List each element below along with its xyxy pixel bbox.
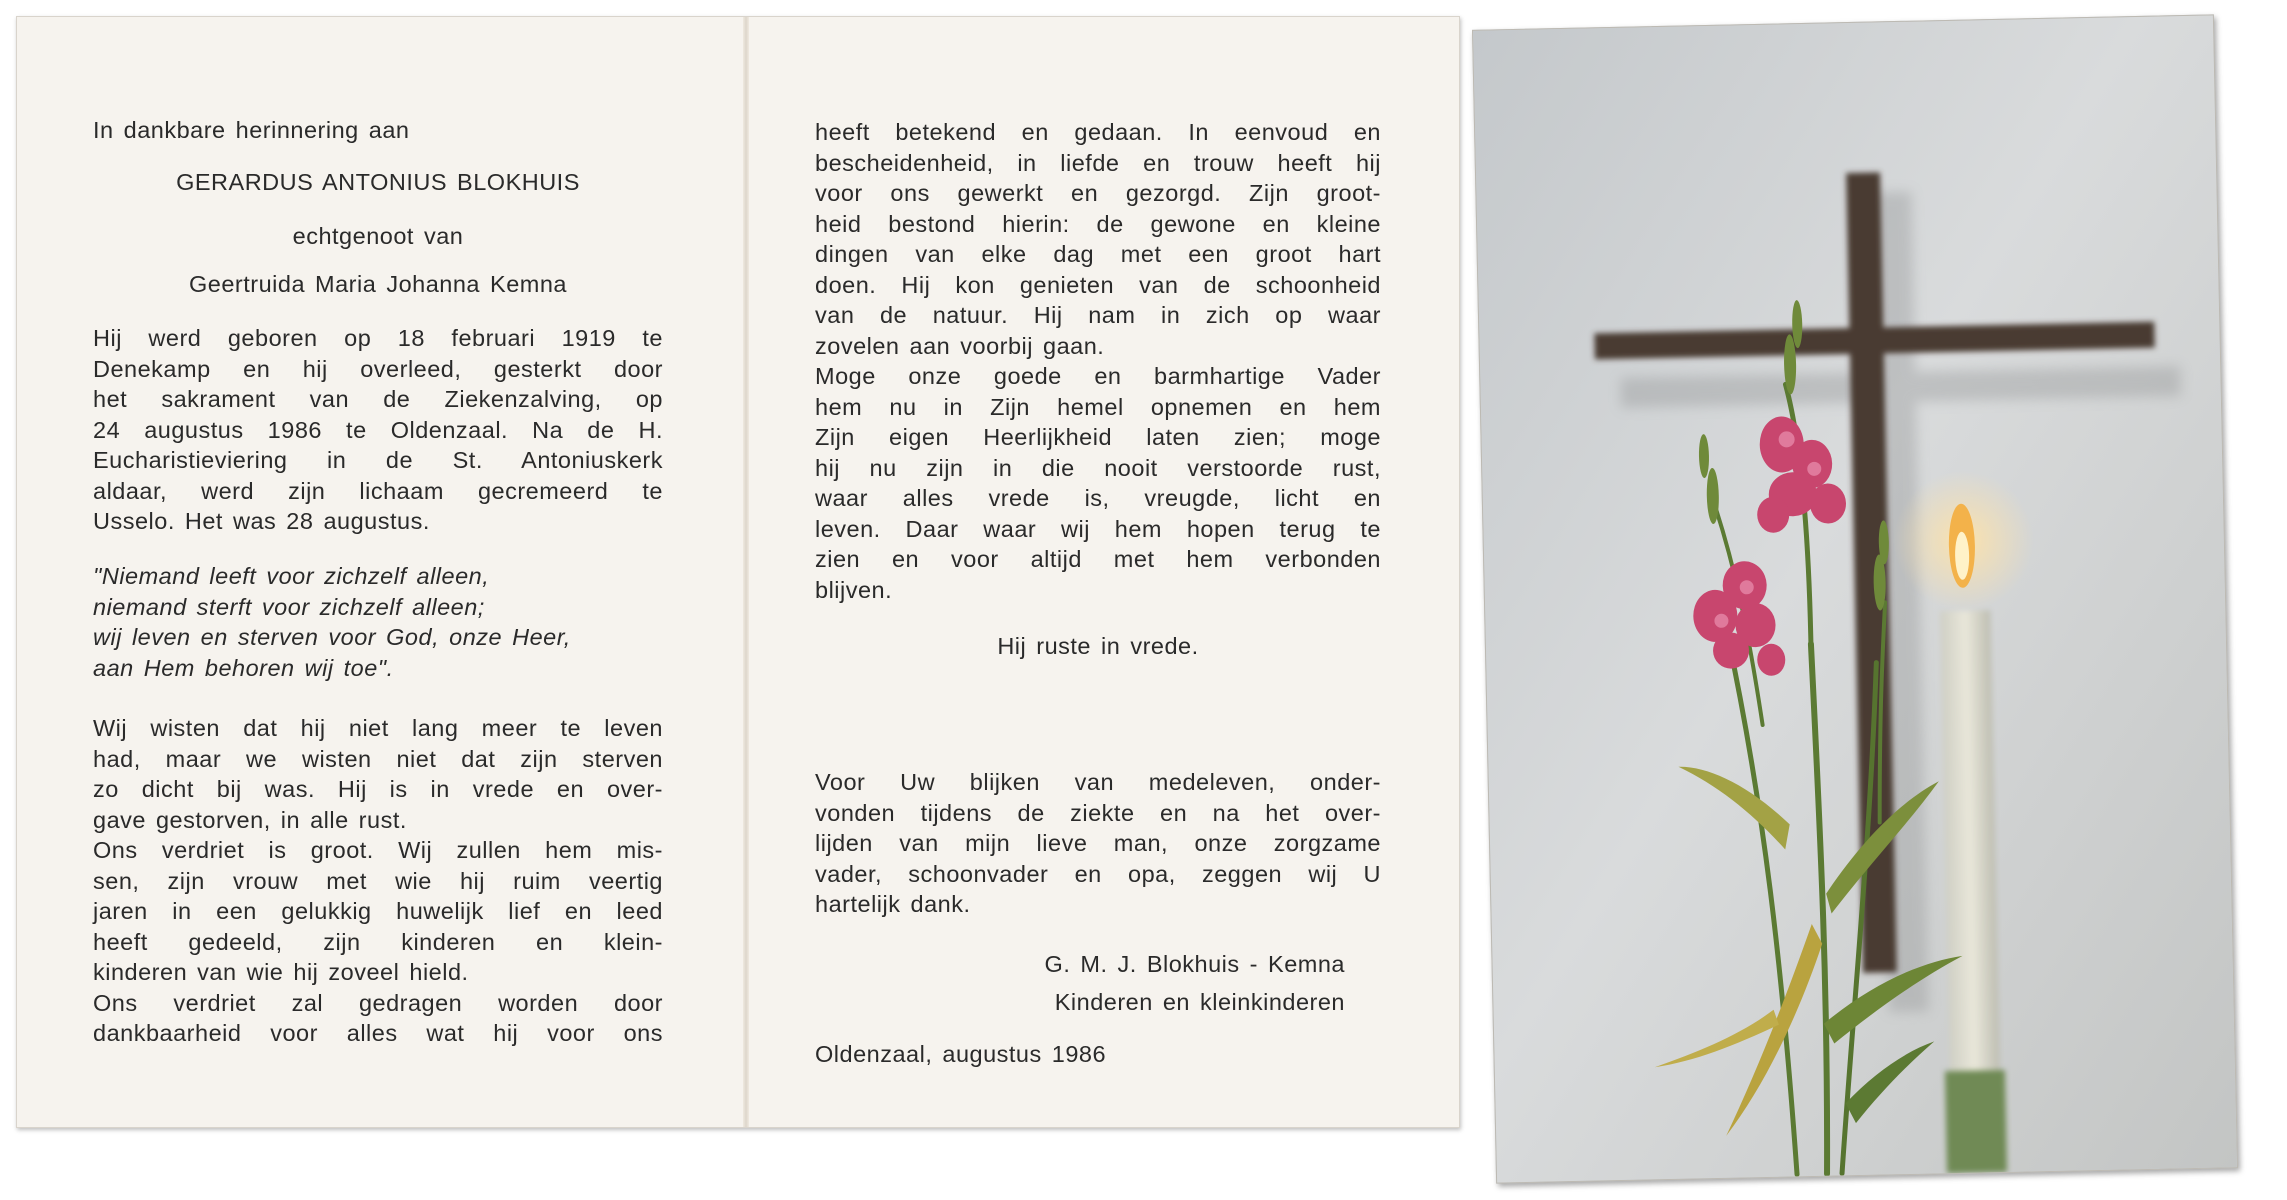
paragraph-line: heeft gedeeld, zijn kinderen en klein-	[93, 928, 663, 955]
paragraph-line: Zijn eigen Heerlijkheid laten zien; moge	[815, 424, 1381, 450]
family-signature: Kinderen en kleinkinderen	[1054, 989, 1345, 1015]
paragraph-line: Wij wisten dat hij niet lang meer te leven	[93, 715, 663, 741]
paragraph-line: Ons verdriet is groot. Wij zullen hem mis-	[93, 837, 663, 863]
rest-in-peace: Hij ruste in vrede.	[997, 633, 1199, 659]
paragraph-line: sen, zijn vrouw met wie hij ruim veertig	[93, 867, 663, 894]
intro-line: In dankbare herinnering aan	[93, 117, 410, 143]
paragraph-line: Ons verdriet zal gedragen worden door	[93, 989, 663, 1016]
memorial-photo	[1472, 14, 2238, 1183]
paragraph-line: zovelen aan voorbij gaan.	[815, 332, 1105, 359]
paragraph-line: hem nu in Zijn hemel opnemen en hem	[815, 393, 1381, 420]
card-fold	[743, 17, 749, 1127]
deceased-name: GERARDUS ANTONIUS BLOKHUIS	[176, 169, 580, 195]
paragraph-line: voor ons gewerkt en gezorgd. Zijn groot-	[815, 180, 1381, 206]
paragraph-line: 24 augustus 1986 te Oldenzaal. Na de H.	[93, 416, 663, 443]
thanks-paragraph	[815, 767, 1381, 920]
paragraph-line: leven. Daar waar wij hem hopen terug te	[815, 515, 1381, 542]
paragraph-line: Voor Uw blijken van medeleven, onder-	[815, 769, 1381, 795]
paragraph-line: Hij werd geboren op 18 februari 1919 te	[93, 325, 663, 351]
cross-candle-flower-image	[1473, 15, 2237, 1182]
right-page	[815, 17, 1381, 1127]
paragraph-line: vonden tijdens de ziekte en na het over-	[815, 799, 1381, 826]
paragraph-line: vader, schoonvader en opa, zeggen wij U	[815, 860, 1381, 887]
paragraph-line: zien en voor altijd met hem verbonden	[815, 546, 1381, 572]
spouse-name: Geertruida Maria Johanna Kemna	[188, 271, 567, 297]
paragraph-line: heeft betekend en gedaan. In eenvoud en	[815, 119, 1381, 145]
left-page	[93, 17, 663, 1127]
birth-death-paragraph	[93, 323, 663, 537]
spouse-label: echtgenoot van	[292, 223, 464, 249]
paragraph-line: Eucharistieviering in de St. Antoniuskerk	[93, 447, 663, 473]
memorial-card	[16, 16, 1460, 1128]
quote-line: "Niemand leeft voor zichzelf alleen,	[93, 563, 490, 589]
paragraph-line: waar alles vrede is, vreugde, licht en	[815, 485, 1381, 511]
paragraph-line: gave gestorven, in alle rust.	[93, 806, 407, 833]
paragraph-line: Usselo. Het was 28 augustus.	[93, 508, 430, 534]
place-date: Oldenzaal, augustus 1986	[815, 1041, 1107, 1067]
paragraph-line: Moge onze goede en barmhartige Vader	[815, 363, 1381, 389]
paragraph-line: kinderen van wie hij zoveel hield.	[93, 959, 469, 985]
paragraph-line: hartelijk dank.	[815, 891, 971, 917]
paragraph-line: Denekamp en hij overleed, gesterkt door	[93, 355, 663, 382]
paragraph-line: bescheidenheid, in liefde en trouw heeft hij	[815, 149, 1381, 176]
paragraph-line: blijven.	[815, 576, 893, 603]
paragraph-line: doen. Hij kon genieten van de schoonheid	[815, 271, 1381, 298]
scripture-quote	[93, 561, 663, 683]
paragraph-line: het sakrament van de Ziekenzalving, op	[93, 386, 663, 412]
paragraph-line: jaren in een gelukkig huwelijk lief en leed	[93, 898, 663, 924]
memory-paragraph	[93, 713, 663, 1049]
paragraph-line: dankbaarheid voor alles wat hij voor ons	[93, 1020, 663, 1046]
paragraph-line: dingen van elke dag met een groot hart	[815, 241, 1381, 267]
quote-line: niemand sterft voor zichzelf alleen;	[93, 593, 485, 620]
paragraph-line: lijden van mijn lieve man, onze zorgzame	[815, 830, 1381, 856]
quote-line: aan Hem behoren wij toe".	[93, 654, 394, 681]
paragraph-line: aldaar, werd zijn lichaam gecremeerd te	[93, 477, 663, 504]
quote-line: wij leven en sterven voor God, onze Heer,	[93, 624, 571, 650]
signature: G. M. J. Blokhuis - Kemna	[1044, 951, 1345, 977]
paragraph-line: had, maar we wisten niet dat zijn sterven	[93, 745, 663, 772]
paragraph-line: van de natuur. Hij nam in zich op waar	[815, 302, 1381, 328]
paragraph-line: heid bestond hierin: de gewone en kleine	[815, 210, 1381, 237]
paragraph-line: zo dicht bij was. Hij is in vrede en over-	[93, 776, 663, 802]
continuation-paragraph	[815, 117, 1381, 605]
paragraph-line: hij nu zijn in die nooit verstoorde rust,	[815, 454, 1381, 481]
